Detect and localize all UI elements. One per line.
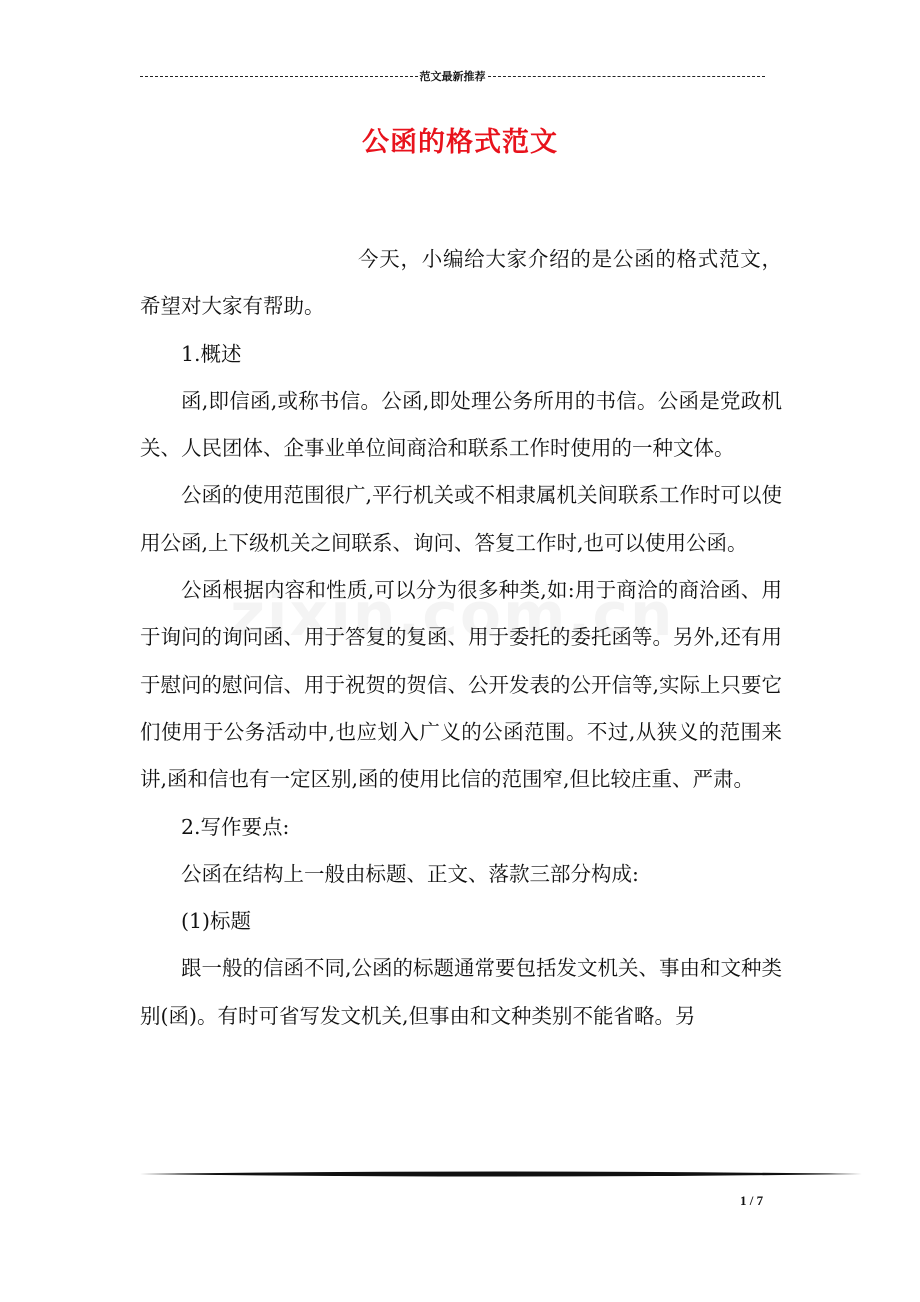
heading-writing-points: 2.写作要点: bbox=[181, 814, 290, 839]
paragraph-definition: 函,即信函,或称书信。公函,即处理公务所用的书信。公函是党政机关、人民团体、企事业单位间商洽和联系工作时使用的一种文体。 bbox=[140, 388, 782, 461]
paragraph-intro: 今天，小编给大家介绍的是公函的格式范文，希望对大家有帮助。 bbox=[140, 247, 782, 319]
page-number: 1 / 7 bbox=[740, 1193, 764, 1208]
header-dash-right bbox=[488, 76, 766, 77]
paragraph-title-rules: 跟一般的信函不同,公函的标题通常要包括发文机关、事由和文种类别(函)。有时可省写发文机关,但事由和文种类别不能省略。另 bbox=[140, 956, 783, 1028]
header-label: 范文最新推荐 bbox=[419, 70, 486, 83]
heading-overview: 1.概述 bbox=[181, 341, 242, 366]
header-dash-left bbox=[140, 76, 418, 77]
footer-rule bbox=[140, 1169, 862, 1179]
page-header bbox=[140, 69, 765, 83]
document-body bbox=[140, 236, 782, 1040]
paragraph-types: 公函根据内容和性质,可以分为很多种类,如:用于商洽的商洽函、用于询问的询问函、用于答复的复函、用于委托的委托函等。另外,还有用于慰问的慰问信、用于祝贺的贺信、公开发表的公开信等,实际上只要它们使用于公务活动中,也应划入广义的公函范围。不过,从狭义的范围来讲,函和信也有一定区别,函的使用比信的范围窄,但比较庄重、严肃。 bbox=[140, 578, 783, 792]
paragraph-structure: 公函在结构上一般由标题、正文、落款三部分构成: bbox=[181, 861, 639, 886]
document-title: 公函的格式范文 bbox=[362, 127, 558, 158]
heading-title-section: (1)标题 bbox=[181, 909, 252, 934]
paragraph-usage-scope: 公函的使用范围很广,平行机关或不相隶属机关间联系工作时可以使用公函,上下级机关之间联系、询问、答复工作时,也可以使用公函。 bbox=[140, 483, 783, 555]
